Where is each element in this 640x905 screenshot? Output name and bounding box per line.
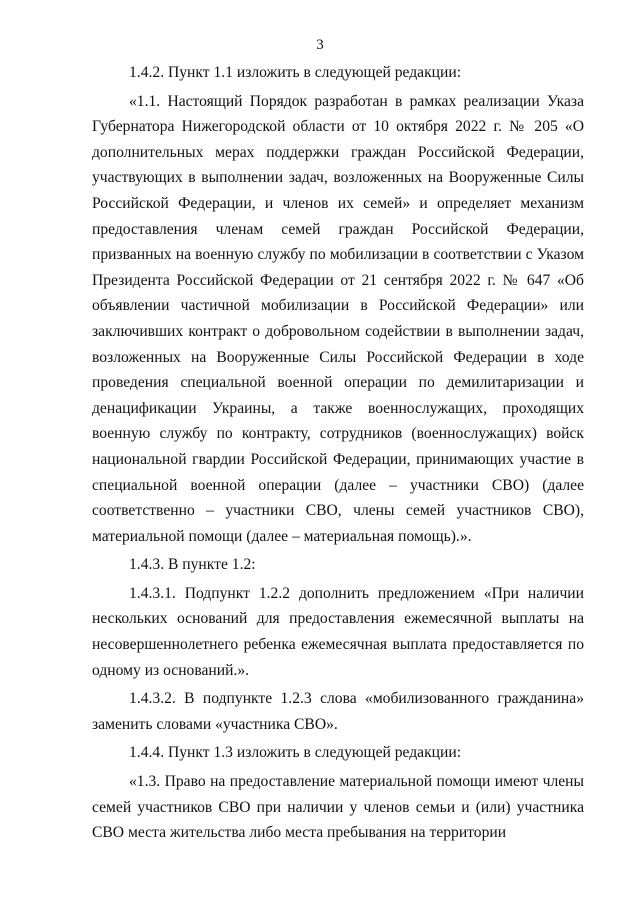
paragraph-1-4-3-1: 1.4.3.1. Подпункт 1.2.2 дополнить предложением «При наличии нескольких оснований для предоставления ежемесячной выплаты на несовершеннолетнего ребенка ежемесячная выплата предоставляется по одному из оснований.». <box>92 584 584 679</box>
paragraph-1-4-3-2: 1.4.3.2. В подпункте 1.2.3 слова «мобилизованного гражданина» заменить словами «участника СВО». <box>92 690 584 733</box>
paragraph-1-4-3: 1.4.3. В пункте 1.2: <box>129 556 256 574</box>
document-body <box>92 60 584 849</box>
paragraph-1-3-text: «1.3. Право на предоставление материальной помощи имеют члены семей участников СВО при наличии у членов семьи и (или) участника СВО места жительства либо места пребывания на территории <box>92 773 584 842</box>
paragraph-1-4-4: 1.4.4. Пункт 1.3 изложить в следующей редакции: <box>129 744 462 762</box>
paragraph-1-1-text: «1.1. Настоящий Порядок разработан в рамках реализации Указа Губернатора Нижегородской области от 10 октября 2022 г. № 205 «О дополнительных мерах поддержки граждан Российской Федерации, участвующих в выполнении задач, возложенных на Вооруженные Силы Российской Федерации, и членов их семей» и определяет механизм предоставления членам семей граждан Российской Федерации, призванных на военную службу по мобилизации в соответствии с Указом Президента Российской Федерации от 21 сентября 2022 г. № 647 «Об объявлении частичной мобилизации в Российской Федерации» или заключивших контракт о добровольном содействии в выполнении задач, возложенных на Вооруженные Силы Российской Федерации в ходе проведения специальной военной операции по демилитаризации и денацификации Украины, а также военнослужащих, проходящих военную службу по контракту, сотрудников (военнослужащих) войск национальной гвардии Российской Федерации, принимающих участие в специальной военной операции (далее – участники СВО) (далее соответственно – участники СВО, члены семей участников СВО), материальной помощи (далее – материальная помощь).». <box>92 92 584 545</box>
paragraph-1-4-2: 1.4.2. Пункт 1.1 изложить в следующей редакции: <box>129 64 462 81</box>
page-number: 3 <box>316 37 324 53</box>
